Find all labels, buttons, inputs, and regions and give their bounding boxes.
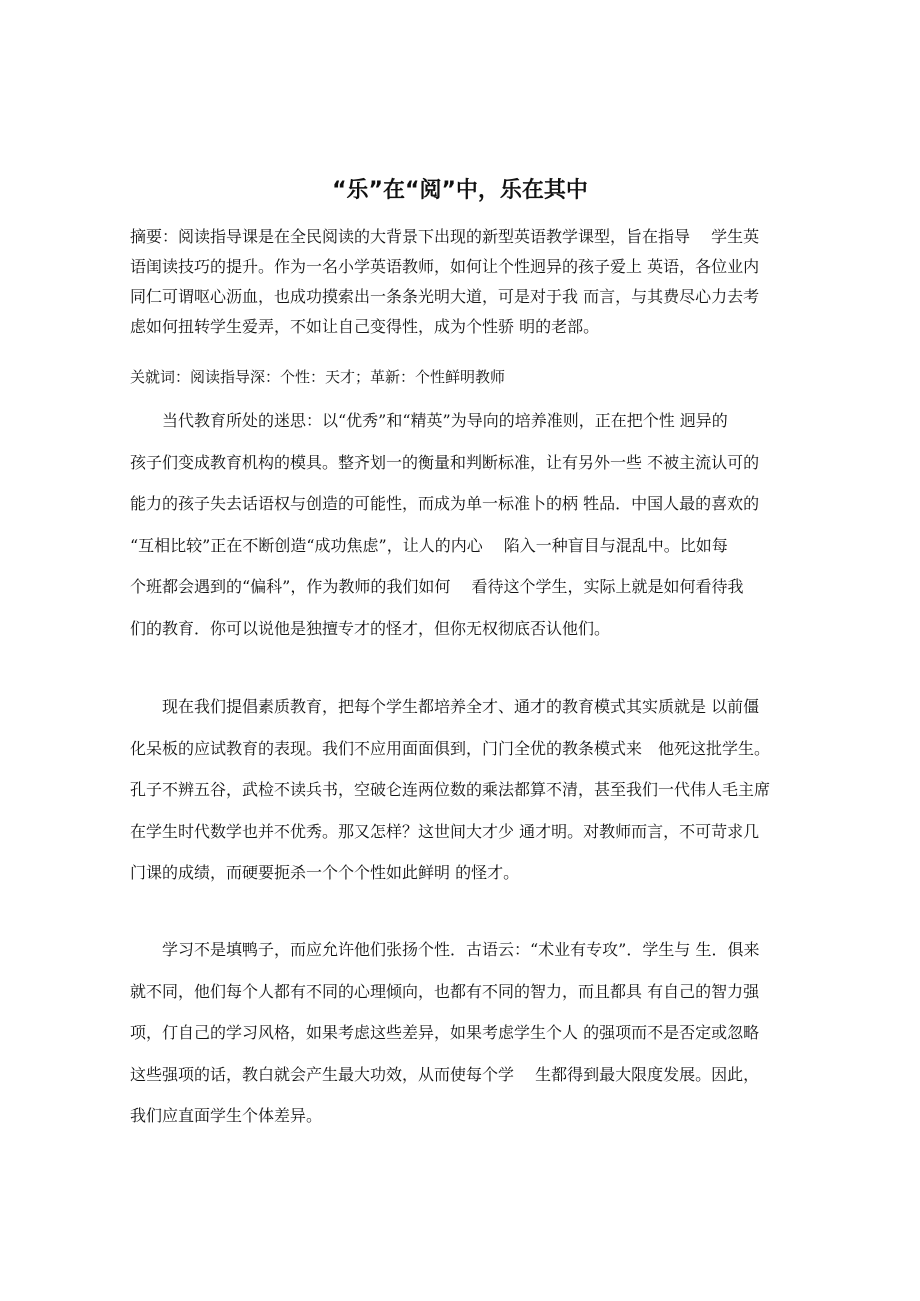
body-paragraph — [130, 686, 810, 894]
paragraph-line: 现在我们提倡素质教育，把每个学生都培养全才、通才的教育模式其实质就是 以前僵 — [162, 697, 760, 716]
paragraph-line: “互相比较”正在不断创造“成功焦虑”，让人的内心 陷入一种盲目与混乱中。比如每 — [130, 535, 728, 555]
paragraph-line: 项，仃自己的学习风格，如果考虑这些差异，如果考虑学生个人 的强项而不是否定或忽略 — [130, 1023, 760, 1042]
paragraph-line: 当代教育所处的迷思：以“优秀”和“精英”为导向的培养准则，正在把个性 迥异的 — [162, 411, 728, 430]
paragraph-line: 能力的孩子失去话语权与创造的可能性，而成为单一标准卜的柄 牲品．中国人最的喜欢的 — [130, 494, 760, 513]
paragraph-line: 在学生时代数学也并不优秀。那又怎样？这世间大才少 通才明。对教师而言，不可苛求几 — [130, 821, 760, 841]
paragraph-line: 学习不是填鸭子，而应允许他们张扬个性．古语云：“术业有专攻”．学生与 生．俱来 — [162, 940, 760, 959]
paragraph-line: 就不同，他们每个人都有不同的心理倾向，也都有不同的智力，而且都具 有自己的智力强 — [130, 981, 760, 1001]
paragraph-line: 我们应直面学生个体差异。 — [130, 1106, 323, 1125]
paragraph-line: 门课的成绩，而硬要扼杀一个个个性如此鲜明 的怪才。 — [130, 863, 520, 882]
abstract-line: 摘要：阅读指导课是在全民阅读的大背景下出现的新型英语教学课型，旨在指导 学生英 — [130, 227, 760, 246]
paragraph-line: 个班都会遇到的“偏科”，作为教师的我们如何 看待这个学生，实际上就是如何看待我 — [130, 577, 744, 596]
body-paragraph — [130, 929, 810, 1137]
paragraph-line: 这些强项的话，教白就会产生最大功效，从而使每个学 生都得到最大限度发展。因此， — [130, 1064, 760, 1084]
abstract-line: 同仁可谓呕心沥血，也成功摸索出一条条光明大道，可是对于我 而言，与其费尽心力去考 — [130, 287, 760, 306]
abstract-line: 语闺读技巧的提升。作为一名小学英语教师，如何让个性迥异的孩子爱上 英语，各位业内 — [130, 257, 760, 276]
keywords: 关就词：阅读指导深：个性：天才；革新：个性鲜明教师 — [130, 368, 506, 386]
abstract — [130, 222, 800, 342]
paragraph-line: 们的教育．你可以说他是独擅专才的怪才，但你无权彻底否认他们。 — [130, 618, 611, 638]
paragraph-line: 孩子们变成教育机构的模具。整齐划一的衡量和判断标准，让有另外一些 不被主流认可的 — [130, 452, 760, 472]
body-paragraph — [130, 400, 810, 649]
paragraph-line: 孔子不辨五谷，武检不读兵书，空破仑连两位数的乘法都算不清，甚至我们一代伟人毛主席 — [130, 780, 771, 799]
paragraph-line: 化呆板的应试教育的表现。我们不应用面面俱到，门门全优的教条模式来 他死这批学生。 — [130, 738, 771, 758]
document-title: “乐”在“阅”中，乐在其中 — [332, 178, 588, 203]
abstract-line: 虑如何扭转学生爱弄，不如让自己变得性，成为个性骄 明的老部。 — [130, 317, 600, 336]
